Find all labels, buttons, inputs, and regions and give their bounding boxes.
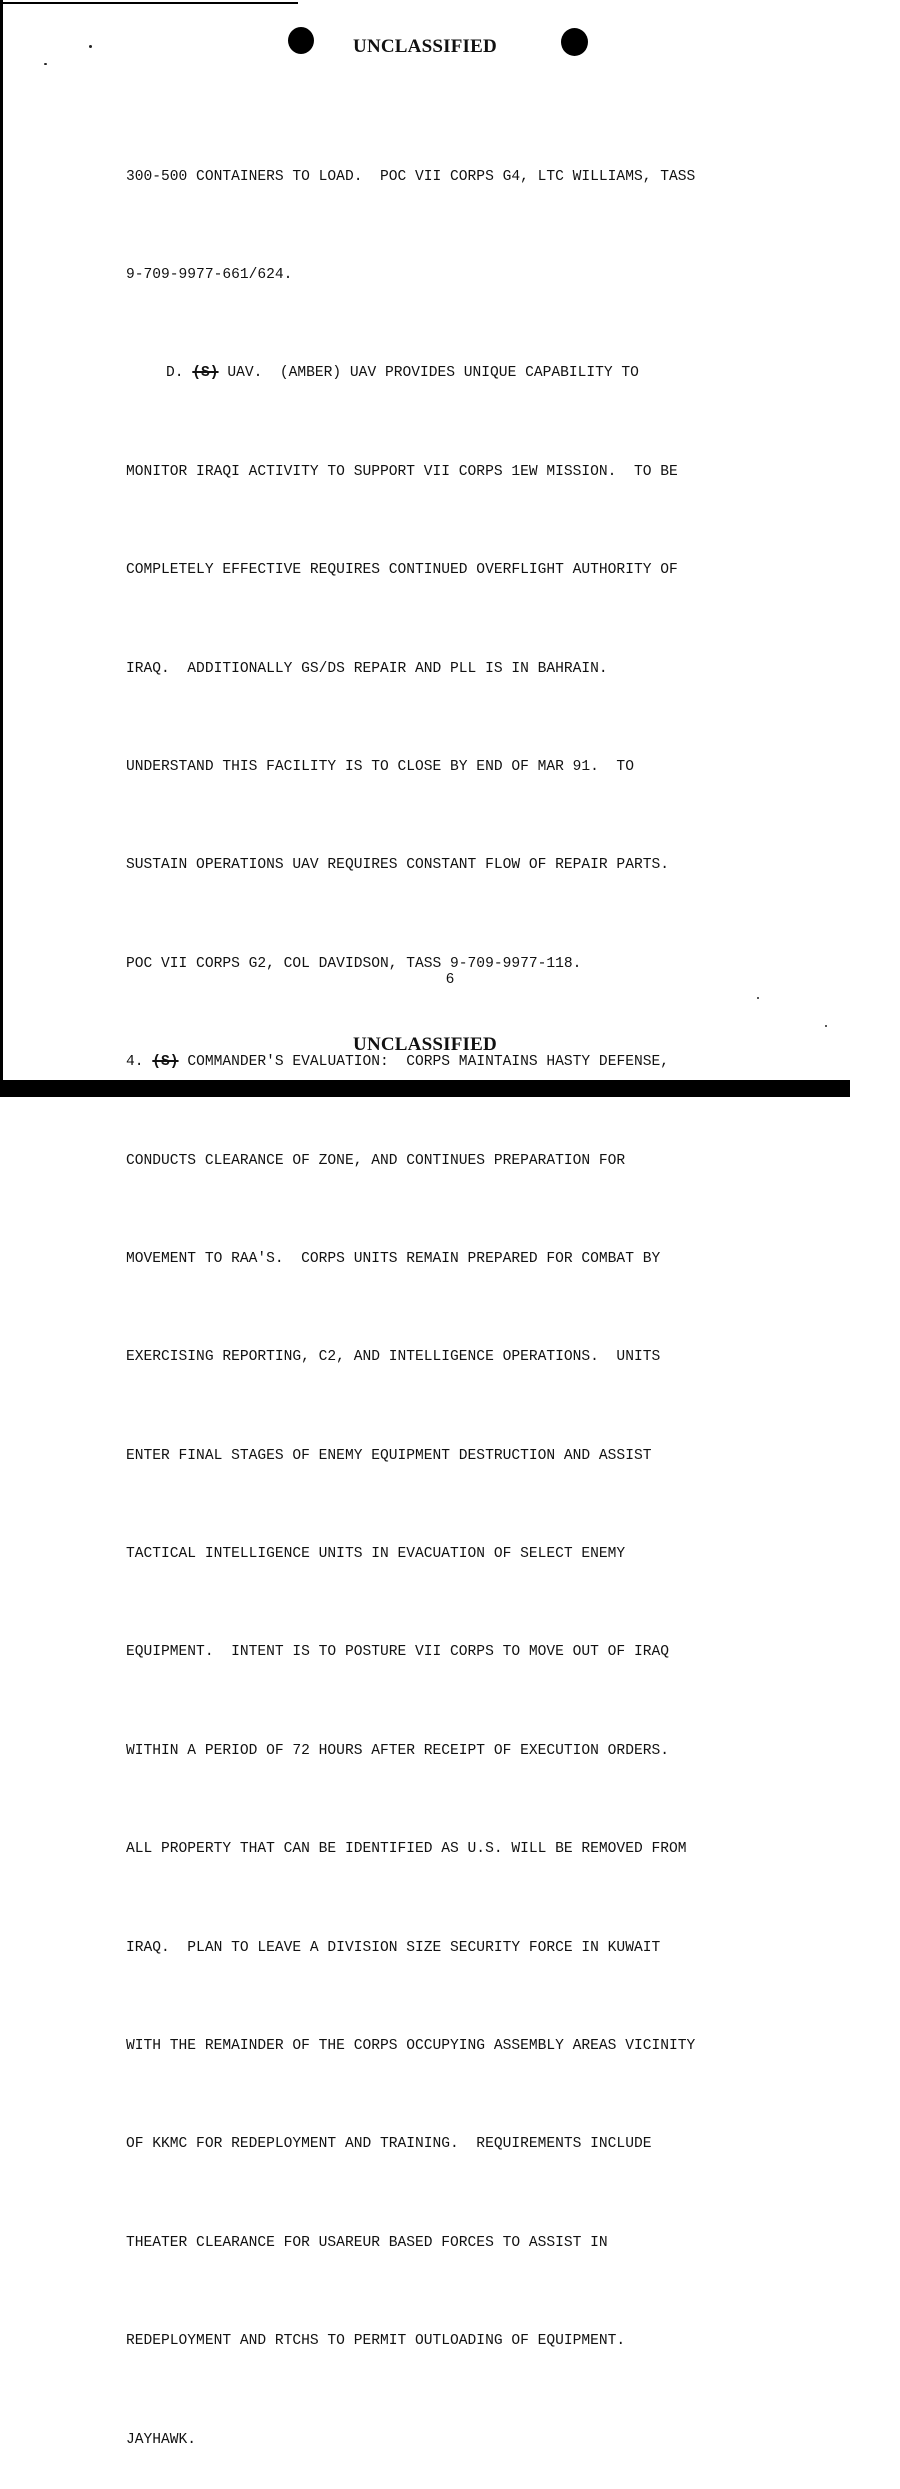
text-line: ENTER FINAL STAGES OF ENEMY EQUIPMENT DESTRUCTION AND ASSIST <box>126 1447 652 1464</box>
text-line: CONDUCTS CLEARANCE OF ZONE, AND CONTINUES PREPARATION FOR <box>126 1152 626 1169</box>
scan-speck <box>44 63 47 65</box>
text-line: MOVEMENT TO RAA'S. CORPS UNITS REMAIN PREPARED FOR COMBAT BY <box>126 1250 661 1267</box>
struck-classification-mark: (S) <box>152 1054 179 1071</box>
text-line: IRAQ. PLAN TO LEAVE A DIVISION SIZE SECURITY FORCE IN KUWAIT <box>126 1939 661 1956</box>
paragraph-d-heading <box>126 357 826 390</box>
text-line: COMPLETELY EFFECTIVE REQUIRES CONTINUED OVERFLIGHT AUTHORITY OF <box>126 562 678 579</box>
struck-classification-mark: (S) <box>192 365 219 382</box>
text-line: EQUIPMENT. INTENT IS TO POSTURE VII CORPS TO MOVE OUT OF IRAQ <box>126 1644 669 1661</box>
text-line: WITHIN A PERIOD OF 72 HOURS AFTER RECEIPT OF EXECUTION ORDERS. <box>126 1742 669 1759</box>
text-line: EXERCISING REPORTING, C2, AND INTELLIGENCE OPERATIONS. UNITS <box>126 1349 661 1366</box>
text-line: OF KKMC FOR REDEPLOYMENT AND TRAINING. REQUIREMENTS INCLUDE <box>126 2136 652 2153</box>
text-line: JAYHAWK. <box>126 2431 197 2448</box>
text-line: 9-709-9977-661/624. <box>126 266 293 283</box>
text-line: TACTICAL INTELLIGENCE UNITS IN EVACUATION OF SELECT ENEMY <box>126 1546 626 1563</box>
text-line: POC VII CORPS G2, COL DAVIDSON, TASS 9-709-9977-118. <box>126 955 582 972</box>
text-line: UNDERSTAND THIS FACILITY IS TO CLOSE BY END OF MAR 91. TO <box>126 758 634 775</box>
paragraph-d-prefix: D. <box>166 365 193 382</box>
page-number: 6 <box>445 972 455 988</box>
classification-header: UNCLASSIFIED <box>353 36 497 57</box>
scan-edge-top <box>0 2 298 4</box>
text-line: 300-500 CONTAINERS TO LOAD. POC VII CORPS G4, LTC WILLIAMS, TASS <box>126 168 696 185</box>
paragraph-d-text: UAV. (AMBER) UAV PROVIDES UNIQUE CAPABILITY TO <box>218 365 639 382</box>
text-line: MONITOR IRAQI ACTIVITY TO SUPPORT VII CORPS 1EW MISSION. TO BE <box>126 463 678 480</box>
text-line: ALL PROPERTY THAT CAN BE IDENTIFIED AS U.S. WILL BE REMOVED FROM <box>126 1841 687 1858</box>
section-4-text: COMMANDER'S EVALUATION: CORPS MAINTAINS HASTY DEFENSE, <box>178 1054 669 1071</box>
text-line: SUSTAIN OPERATIONS UAV REQUIRES CONSTANT FLOW OF REPAIR PARTS. <box>126 857 669 874</box>
scan-edge-left <box>0 0 3 1097</box>
text-line: WITH THE REMAINDER OF THE CORPS OCCUPYING ASSEMBLY AREAS VICINITY <box>126 2038 696 2055</box>
classification-footer: UNCLASSIFIED <box>353 1034 497 1055</box>
section-4-prefix: 4. <box>126 1054 153 1071</box>
text-line: REDEPLOYMENT AND RTCHS TO PERMIT OUTLOADING OF EQUIPMENT. <box>126 2333 626 2350</box>
document-body <box>126 95 826 2489</box>
text-line: THEATER CLEARANCE FOR USAREUR BASED FORCES TO ASSIST IN <box>126 2234 608 2251</box>
text-line: IRAQ. ADDITIONALLY GS/DS REPAIR AND PLL IS IN BAHRAIN. <box>126 660 608 677</box>
